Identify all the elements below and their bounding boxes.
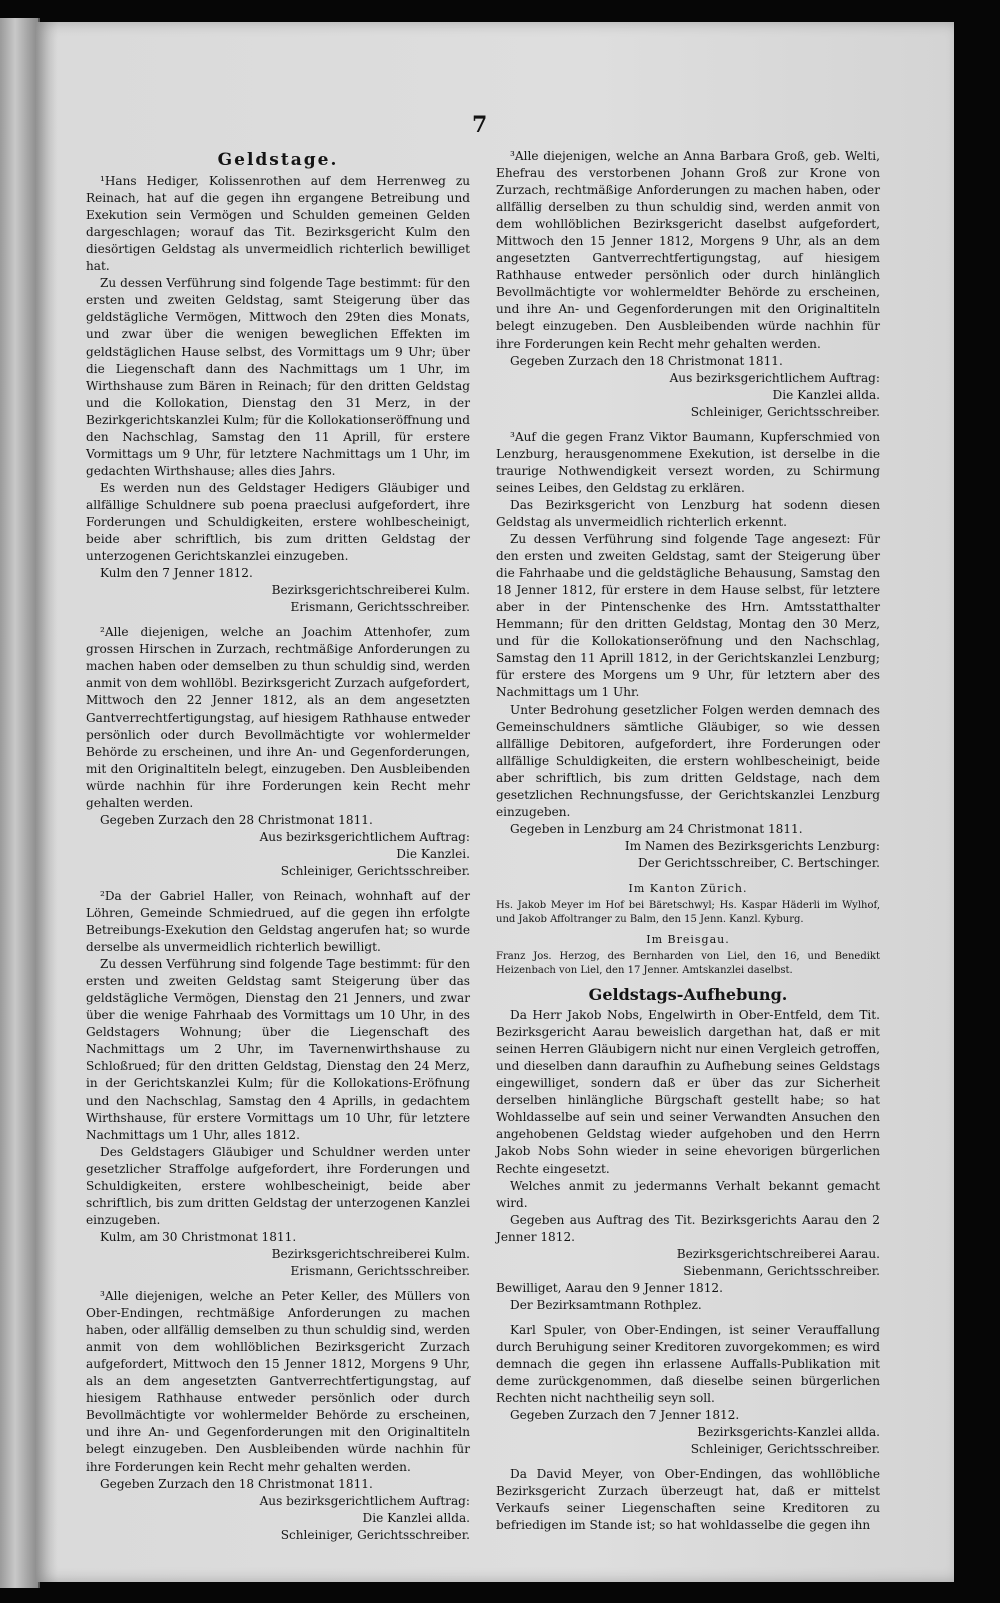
notice-geldstags-aufhebung	[496, 986, 880, 1314]
notice-announcement: Welches anmit zu jedermanns Verhalt bekannt gemacht wird.	[496, 1178, 880, 1210]
listing-zurich	[496, 880, 880, 978]
notice-spuler	[496, 1322, 880, 1458]
notice-date: Gegeben Zurzach den 7 Jenner 1812.	[510, 1408, 740, 1423]
notice-schedule: Zu dessen Verführung sind folgende Tage angesezt: Für den ersten und zweiten Geldstag, samt der Steigerung über die Fahrhaabe und die geldstägliche Behausung, Samstag den 18 Jenner 1812, für erstere in dem Hause selbst, für letztere aber in der Pintenschenke des Hrn. Amtsstatthalter Hemmann; für den dritten Geldstag, Montag den 30 Merz, und für die Kollokationseröfnung und den Nachschlag, Samstag den 11 Aprill 1812, in der Gerichtskanzlei Lenzburg; für erstere des Morgens um 9 Uhr, für letztern aber des Nachmittags um 1 Uhr.	[496, 532, 880, 700]
notice-signature-clerk: Siebenmann, Gerichtsschreiber.	[683, 1263, 880, 1278]
notice-signature-authority: Aus bezirksgerichtlichem Auftrag:	[259, 1493, 470, 1508]
notice-hediger	[86, 173, 470, 616]
notice-schedule: Zu dessen Verführung sind folgende Tage bestimmt: für den ersten und zweiten Geldstag, samt Steigerung über das geldstägliche Vermögen, Mittwoch den 29ten dies Monats, und zwar über die wenigen beweglichen Effekten im geldstäglichen Hause selbst, des Vormittags um 9 Uhr; über die Liegenschaft dann des Nachmittags um 1 Uhr, im Wirthshause zum Bären in Reinach; für den dritten Geldstag und die Kollokation, Dienstag den 31 Merz, in der Bezirkgerichtskanzlei Kulm; für die Kollokationseröffnung und den Nachschlag, Samstag den 11 Aprill, für erstere Vormittags um 9 Uhr, für letztere Nachmittags um 1 Uhr, im gedachten Wirthshause; alles dies Jahrs.	[86, 276, 470, 478]
notice-body: ³Alle diejenigen, welche an Anna Barbara Groß, geb. Welti, Ehefrau des verstorbenen Johann Groß zur Krone von Zurzach, rechtmäßige Anforderungen zu machen haben, oder allfällig derselben zu thun schuldig sind, werden anmit von dem wohllöblichen Bezirksgericht daselbst aufgefordert, Mittwoch den 15 Jenner 1812, Morgens 9 Uhr, als an dem angesetzten Gantverrechtfertigungstag, auf hiesigem Rathhause entweder persönlich oder durch hinlänglich Bevollmächtigte vor wohlermeldter Behörde zu erscheinen, und ihre An- und Gegenforderungen mit den Originaltiteln belegt einzugeben. Den Ausbleibenden würde nachhin für ihre Forderungen kein Recht mehr gehalten werden.	[496, 149, 880, 351]
notice-body: Karl Spuler, von Ober-Endingen, ist seiner Verauffallung durch Beruhigung seiner Kreditoren zuvorgekommen; es wird demnach die gegen ihn erlassene Auffalls-Publikation mit deme zurückgenommen, daß dieselbe seinen bürgerlichen Rechten nicht nachtheilig seyn soll.	[496, 1322, 880, 1406]
notice-signature-clerk: Erismann, Gerichtsschreiber.	[290, 1264, 470, 1278]
notice-creditors: Es werden nun des Geldstager Hedigers Gläubiger und allfällige Schuldnere sub poena praeclusi aufgefordert, ihre Forderungen und Schuldigkeiten, erstere wohlbescheinigt, beide aber schriftlich, bis zum dritten Geldstag der unterzogenen Gerichtskanzlei einzugeben.	[86, 480, 470, 564]
region-title: Im Breisgau.	[646, 933, 730, 947]
notice-creditors: Des Geldstagers Gläubiger und Schuldner werden unter gesetzlicher Straffolge aufgefordert, ihre Forderungen und Schuldigkeiten, erstere wohlbescheinigt, beide aber schriftlich, bis zum dritten Geldstag der unterzogenen Kanzlei einzugeben.	[86, 1144, 470, 1227]
notice-haller	[86, 888, 470, 1280]
notice-court: Das Bezirksgericht von Lenzburg hat sodenn diesen Geldstag als unvermeidlich richterlich erkennt.	[496, 497, 880, 529]
notice-signature-authority: Aus bezirksgerichtlichem Auftrag:	[669, 370, 880, 385]
notice-signature-clerk: Erismann, Gerichtsschreiber.	[290, 600, 470, 615]
notice-signature-office: Die Kanzlei.	[396, 846, 470, 861]
notice-baumann	[496, 429, 880, 872]
notice-official: Der Bezirksamtmann Rothplez.	[510, 1297, 702, 1312]
notice-signature-clerk: Schleiniger, Gerichtsschreiber.	[690, 404, 880, 419]
newspaper-page	[36, 22, 954, 1582]
notice-signature-authority: Aus bezirksgerichtlichem Auftrag:	[259, 829, 470, 844]
notice-schedule: Zu dessen Verführung sind folgende Tage bestimmt: für den ersten und zweiten Geldstag samt Steigerung über das geldstägliche Vermögen, Dienstag den 21 Jenners, und zwar über die wenige Fahrhaab des Vormittags um 10 Uhr, in des Geldstagers Wohnung; über die Liegenschaft des Nachmittags um 2 Uhr, im Tavernenwirthshause zu Schloßrued; für den dritten Geldstag, Dienstag den 24 Merz, in der Gerichtskanzlei Kulm; für die Kollokations-Eröfnung und den Nachschlag, Samstag den 4 Aprills, in gedachtem Wirthshause, für erstere Vormittags um 10 Uhr, für letztere Nachmittags um 1 Uhr, alles 1812.	[86, 957, 470, 1142]
previous-page-edge	[0, 18, 40, 1588]
region-text: Franz Jos. Herzog, des Bernharden von Liel, den 16, und Benedikt Heizenbach von Liel, den 17 Jenner. Amtskanzlei daselbst.	[496, 951, 880, 977]
notice-body: Da David Meyer, von Ober-Endingen, das wohllöbliche Bezirksgericht Zurzach überzeugt hat, daß er mittelst Verkaufs seiner Liegenschaften seine Kreditoren zu befriedigen im Stande ist; so hat wohldasselbe die gegen ihn	[496, 1467, 880, 1533]
section-heading-geldstage: Geldstage.	[217, 150, 339, 170]
notice-body: ¹Hans Hediger, Kolissenrothen auf dem Herrenweg zu Reinach, hat auf die gegen ihn ergangene Betreibung und Exekution sein Vermögen und Schulden gemeinen Gelden dargeschlagen; worauf das Tit. Bezirksgericht Kulm den diesörtigen Geldstag als unvermeidlich richterlich bewilliget hat.	[86, 174, 470, 274]
notice-signature-office: Bezirksgerichtschreiberei Kulm.	[271, 1246, 470, 1261]
page-number: 7	[472, 112, 488, 138]
notice-keller	[86, 1288, 470, 1544]
notice-signature-office: Die Kanzlei allda.	[362, 1510, 470, 1525]
notice-signature-clerk: Der Gerichtsschreiber, C. Bertschinger.	[637, 855, 880, 870]
notice-attenhofer	[86, 624, 470, 880]
notice-approved: Bewilliget, Aarau den 9 Jenner 1812.	[496, 1280, 723, 1295]
notice-signature-office: Bezirksgerichtschreiberei Aarau.	[676, 1246, 880, 1261]
notice-signature-office: Die Kanzlei allda.	[772, 387, 880, 402]
notice-date: Kulm, am 30 Christmonat 1811.	[100, 1229, 297, 1244]
notice-date: Gegeben in Lenzburg am 24 Christmonat 1811.	[510, 821, 803, 836]
notice-date: Gegeben Zurzach den 18 Christmonat 1811.	[100, 1476, 373, 1491]
notice-signature-office: Bezirksgerichtschreiberei Kulm.	[271, 583, 470, 598]
notice-given: Gegeben aus Auftrag des Tit. Bezirksgerichts Aarau den 2 Jenner 1812.	[496, 1212, 880, 1244]
section-heading-aufhebung: Geldstags-Aufhebung.	[588, 985, 788, 1005]
notice-signature-authority: Im Namen des Bezirksgerichts Lenzburg:	[624, 838, 880, 853]
notice-signature-office: Bezirksgerichts-Kanzlei allda.	[697, 1425, 880, 1440]
notice-body: ²Da der Gabriel Haller, von Reinach, wohnhaft auf der Löhren, Gemeinde Schmiedrued, auf die gegen ihn erfolgte Betreibungs-Exekution den Geldstag angerufen hat; so wurde derselbe als unvermeidlich richterlich bewilligt.	[86, 888, 470, 955]
notice-body: ²Alle diejenigen, welche an Joachim Attenhofer, zum grossen Hirschen in Zurzach, rechtmäßige Anforderungen zu machen haben oder demselben zu thun schuldig sind, werden anmit von dem wohllöbl. Bezirksgericht Zurzach aufgefordert, Mittwoch den 22 Jenner 1812, als an dem angesetzten Gantverrechtfertigungstag, auf hiesigem Rathhause entweder persönlich oder durch Bevollmächtigte vor wohlermelder Behörde zu erscheinen, und ihre An- und Gegenforderungen, mit den Originaltiteln belegt, einzugeben. Den Ausbleibenden würde nachhin für ihre Forderungen kein Recht mehr gehalten werden.	[86, 625, 470, 810]
notice-signature-clerk: Schleiniger, Gerichtsschreiber.	[690, 1442, 880, 1457]
notice-signature-clerk: Schleiniger, Gerichtsschreiber.	[280, 1527, 470, 1542]
notice-body: Da Herr Jakob Nobs, Engelwirth in Ober-Entfeld, dem Tit. Bezirksgericht Aarau beweislich dargethan hat, daß er mit seinen Herren Gläubigern nicht nur einen Vergleich getroffen, und dieselben dann daraufhin zu Aufhebung seines Geldstags eingewilliget, sondern daß er über das zur Sicherheit derselben hinlängliche Bürgschaft gestellt habe; so hat Wohldasselbe auf sein und seiner Verwandten Ansuchen den angehobenen Geldstag wieder aufgehoben und den Herrn Jakob Nobs Sohn wieder in seine ehevorigen bürgerlichen Rechte eingesetzt.	[496, 1008, 880, 1176]
right-column	[496, 148, 880, 1543]
notice-meyer	[496, 1466, 880, 1534]
notice-signature-clerk: Schleiniger, Gerichtsschreiber.	[280, 863, 470, 878]
region-text: Hs. Jakob Meyer im Hof bei Bäretschwyl; Hs. Kaspar Häderli im Wylhof, und Jakob Affoltranger zu Balm, den 15 Jenn. Kanzl. Kyburg.	[496, 900, 880, 926]
region-title: Im Kanton Zürich.	[628, 881, 748, 895]
left-column	[86, 148, 470, 1552]
notice-body: ³Alle diejenigen, welche an Peter Keller, des Müllers von Ober-Endingen, rechtmäßige Anforderungen zu machen haben, oder allfällig demselben zu thun schuldig sind, werden anmit von dem wohllöblichen Bezirksgericht Zurzach aufgefordert, Mittwoch den 15 Jenner 1812, Morgens 9 Uhr, als an dem angesetzten Gantverrechtfertigungstag, auf hiesigem Rathhause entweder persönlich oder durch Bevollmächtigte vor wohlermelder Behörde zu erscheinen, und ihre An- und Gegenforderungen mit den Originaltiteln belegt einzugeben. Den Ausbleibenden würde nachhin für ihre Forderungen kein Recht mehr gehalten werden.	[86, 1289, 470, 1474]
notice-date: Gegeben Zurzach den 28 Christmonat 1811.	[100, 812, 373, 827]
notice-date: Gegeben Zurzach den 18 Christmonat 1811.	[510, 353, 783, 368]
notice-date: Kulm den 7 Jenner 1812.	[100, 566, 253, 581]
notice-body: ³Auf die gegen Franz Viktor Baumann, Kupferschmied von Lenzburg, herausgenommene Exekution, ist derselbe in die traurige Nothwendigkeit versezt worden, zu Schirmung seines Leibes, den Geldstag zu erklären.	[496, 429, 880, 495]
notice-creditors: Unter Bedrohung gesetzlicher Folgen werden demnach des Gemeinschuldners sämtliche Gläubiger, so wie dessen allfällige Debitoren, aufgefordert, ihre Forderungen oder allfällige Schuldigkeiten, die erstern wohlbescheinigt, beide aber schriftlich, bis zum dritten Geldstage, nach dem gesetzlichen Rechnungsfusse, der Gerichtskanzlei Lenzburg einzugeben.	[496, 702, 880, 819]
notice-gross	[496, 148, 880, 421]
